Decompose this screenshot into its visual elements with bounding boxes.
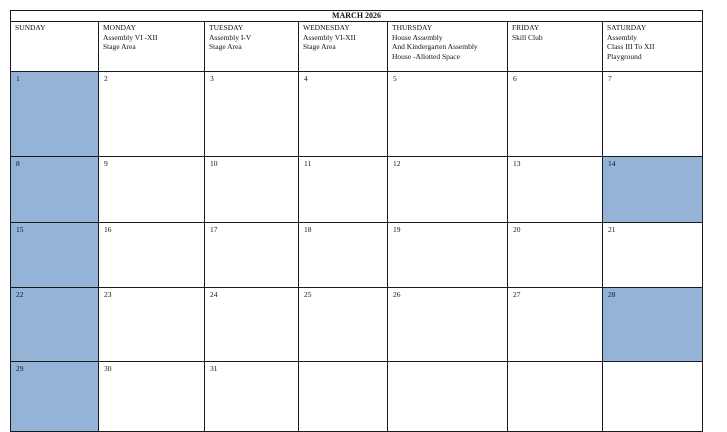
date-cell[interactable] bbox=[99, 288, 205, 362]
calendar-body bbox=[11, 72, 703, 432]
date-number: 19 bbox=[393, 225, 401, 234]
date-number: 11 bbox=[304, 159, 312, 168]
header-note: Class III To XII bbox=[607, 42, 655, 51]
date-cell[interactable] bbox=[205, 288, 299, 362]
date-cell[interactable] bbox=[11, 288, 99, 362]
date-number: 31 bbox=[210, 364, 218, 373]
date-number: 2 bbox=[104, 74, 108, 83]
date-cell[interactable] bbox=[99, 72, 205, 157]
date-number: 1 bbox=[16, 74, 20, 83]
date-cell[interactable] bbox=[388, 157, 508, 223]
date-number: 25 bbox=[304, 290, 312, 299]
date-cell[interactable] bbox=[299, 157, 388, 223]
header-note: Assembly VI -XII bbox=[103, 32, 158, 42]
header-sunday bbox=[11, 22, 99, 72]
header-day-label: WEDNESDAY bbox=[303, 23, 350, 32]
date-number: 10 bbox=[210, 159, 218, 168]
date-number: 9 bbox=[104, 159, 108, 168]
date-number: 18 bbox=[304, 225, 312, 234]
date-number: 26 bbox=[393, 290, 401, 299]
date-cell[interactable] bbox=[11, 362, 99, 432]
date-cell[interactable] bbox=[205, 362, 299, 432]
header-day-label: SUNDAY bbox=[15, 23, 46, 32]
week-row bbox=[11, 72, 703, 157]
calendar-title: MARCH 2026 bbox=[11, 11, 703, 22]
date-number: 16 bbox=[104, 225, 112, 234]
date-cell[interactable] bbox=[603, 288, 703, 362]
header-friday bbox=[508, 22, 603, 72]
header-note: Stage Area bbox=[103, 42, 136, 51]
date-cell[interactable] bbox=[299, 288, 388, 362]
empty-date-cell bbox=[388, 362, 508, 432]
header-monday bbox=[99, 22, 205, 72]
empty-date-cell bbox=[508, 362, 603, 432]
header-note: House -Allotted Space bbox=[392, 51, 460, 61]
date-cell[interactable] bbox=[299, 72, 388, 157]
header-note: And Kindergarten Assembly bbox=[392, 42, 478, 51]
date-cell[interactable] bbox=[603, 223, 703, 288]
date-cell[interactable] bbox=[388, 223, 508, 288]
header-thursday bbox=[388, 22, 508, 72]
header-day-label: THURSDAY bbox=[392, 23, 433, 32]
date-number: 28 bbox=[608, 290, 616, 299]
date-cell[interactable] bbox=[508, 223, 603, 288]
date-cell[interactable] bbox=[508, 157, 603, 223]
date-cell[interactable] bbox=[508, 288, 603, 362]
date-cell[interactable] bbox=[603, 72, 703, 157]
calendar-table bbox=[10, 10, 703, 432]
header-day-label: FRIDAY bbox=[512, 23, 540, 32]
date-cell[interactable] bbox=[508, 72, 603, 157]
header-day-label: SATURDAY bbox=[607, 23, 647, 32]
date-number: 3 bbox=[210, 74, 214, 83]
header-day-label: TUESDAY bbox=[209, 23, 244, 32]
date-number: 5 bbox=[393, 74, 397, 83]
header-note: Stage Area bbox=[303, 42, 336, 51]
header-note: Assembly VI-XII bbox=[303, 32, 356, 42]
week-row bbox=[11, 223, 703, 288]
date-cell[interactable] bbox=[11, 223, 99, 288]
date-number: 23 bbox=[104, 290, 112, 299]
date-cell[interactable] bbox=[299, 223, 388, 288]
date-cell[interactable] bbox=[99, 157, 205, 223]
date-cell[interactable] bbox=[205, 223, 299, 288]
week-row bbox=[11, 288, 703, 362]
empty-date-cell bbox=[603, 362, 703, 432]
date-cell[interactable] bbox=[603, 157, 703, 223]
date-cell[interactable] bbox=[99, 223, 205, 288]
header-note: Playground bbox=[607, 51, 642, 61]
date-number: 8 bbox=[16, 159, 20, 168]
date-number: 22 bbox=[16, 290, 24, 299]
date-number: 6 bbox=[513, 74, 517, 83]
week-row bbox=[11, 157, 703, 223]
date-number: 20 bbox=[513, 225, 521, 234]
date-cell[interactable] bbox=[205, 157, 299, 223]
header-note: Assembly bbox=[607, 32, 637, 42]
week-row bbox=[11, 362, 703, 432]
header-note: House Assembly bbox=[392, 32, 443, 42]
date-number: 15 bbox=[16, 225, 24, 234]
header-note: Skill Club bbox=[512, 32, 543, 42]
date-number: 13 bbox=[513, 159, 521, 168]
date-cell[interactable] bbox=[11, 72, 99, 157]
header-tuesday bbox=[205, 22, 299, 72]
date-number: 27 bbox=[513, 290, 521, 299]
date-cell[interactable] bbox=[205, 72, 299, 157]
empty-date-cell bbox=[299, 362, 388, 432]
date-number: 14 bbox=[608, 159, 616, 168]
date-number: 17 bbox=[210, 225, 218, 234]
date-cell[interactable] bbox=[99, 362, 205, 432]
date-number: 29 bbox=[16, 364, 24, 373]
header-saturday bbox=[603, 22, 703, 72]
date-number: 24 bbox=[210, 290, 218, 299]
date-number: 21 bbox=[608, 225, 616, 234]
date-cell[interactable] bbox=[388, 288, 508, 362]
date-number: 30 bbox=[104, 364, 112, 373]
header-day-label: MONDAY bbox=[103, 23, 137, 32]
date-number: 12 bbox=[393, 159, 401, 168]
date-number: 4 bbox=[304, 74, 308, 83]
date-number: 7 bbox=[608, 74, 612, 83]
date-cell[interactable] bbox=[11, 157, 99, 223]
header-note: Stage Area bbox=[209, 42, 242, 51]
header-wednesday bbox=[299, 22, 388, 72]
header-note: Assembly I-V bbox=[209, 32, 252, 42]
date-cell[interactable] bbox=[388, 72, 508, 157]
